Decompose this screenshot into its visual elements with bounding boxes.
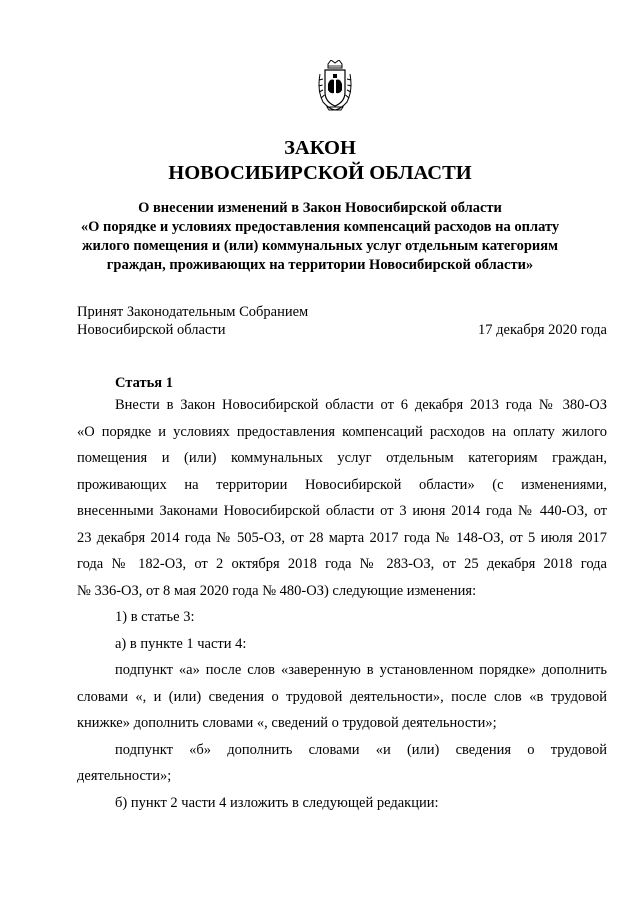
coat-of-arms-icon <box>317 60 353 112</box>
adoption-note <box>77 303 308 339</box>
heading-line: жилого помещения и (или) коммунальных услуг отдельным категориям <box>82 238 558 254</box>
paragraph <box>77 657 607 737</box>
text-line: деятельности»; <box>77 768 172 784</box>
text-line: словами «, и (или) сведения о трудовой деятельности», после слов «в трудовой <box>77 688 607 705</box>
list-item: 1) в статье 3: <box>115 609 195 625</box>
paragraph <box>77 737 607 790</box>
law-title: ЗАКОН <box>284 137 356 159</box>
adoption-line: Принят Законодательным Собранием <box>77 304 309 320</box>
text-line: помещения и (или) коммунальных услуг отдельным категориям граждан, <box>77 450 607 466</box>
text-line: подпункт «б» дополнить словами «и (или) сведения о трудовой <box>115 741 607 758</box>
text-line: проживающих на территории Новосибирской области» (с изменениями, <box>77 476 607 493</box>
adoption-line: Новосибирской области <box>77 322 226 338</box>
adoption-date: 17 декабря 2020 года <box>478 322 607 338</box>
text-line: Внести в Закон Новосибирской области от 6 декабря 2013 года № 380-ОЗ <box>115 397 607 413</box>
heading-line: «О порядке и условиях предоставления компенсаций расходов на оплату <box>80 219 560 235</box>
text-line: 23 декабря 2014 года № 505-ОЗ, от 28 марта 2017 года № 148-ОЗ, от 5 июля 2017 <box>77 529 607 546</box>
list-item: а) в пункте 1 части 4: <box>115 635 247 652</box>
region-title: НОВОСИБИРСКОЙ ОБЛАСТИ <box>168 162 472 184</box>
article-body <box>77 392 607 816</box>
text-line: «О порядке и условиях предоставления компенсаций расходов на оплату жилого <box>77 423 607 440</box>
heading-line: О внесении изменений в Закон Новосибирской области <box>138 200 502 216</box>
text-line: № 336-ОЗ, от 8 мая 2020 года № 480-ОЗ) следующие изменения: <box>77 582 477 599</box>
article-title: Статья 1 <box>115 375 173 391</box>
text-line: книжке» дополнить словами «, сведений о трудовой деятельности»; <box>77 715 497 731</box>
text-line: внесенными Законами Новосибирской области от 3 июня 2014 года № 440-ОЗ, от <box>77 503 607 519</box>
list-item: б) пункт 2 части 4 изложить в следующей редакции: <box>115 794 439 811</box>
text-line: года № 182-ОЗ, от 2 октября 2018 года № 283-ОЗ, от 25 декабря 2018 года <box>77 556 607 572</box>
text-line: подпункт «а» после слов «заверенную в установленном порядке» дополнить <box>115 662 607 678</box>
heading-line: граждан, проживающих на территории Новосибирской области» <box>106 257 534 273</box>
law-heading <box>60 199 580 275</box>
paragraph <box>77 392 607 604</box>
